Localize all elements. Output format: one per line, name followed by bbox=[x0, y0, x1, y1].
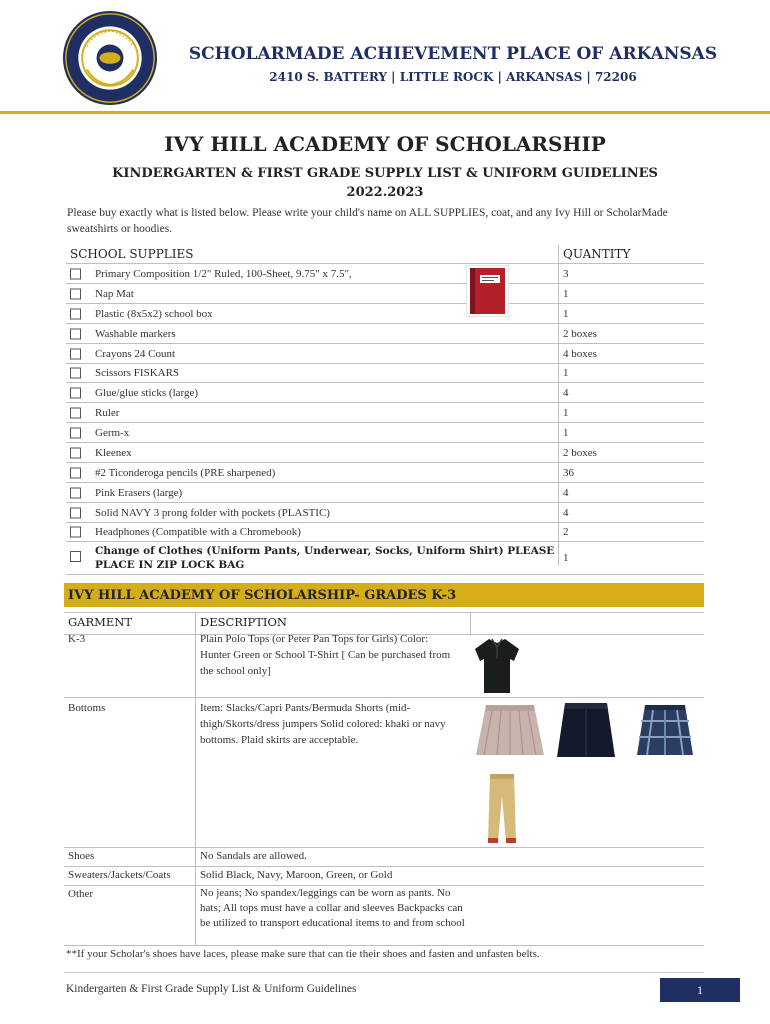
checkbox[interactable] bbox=[70, 368, 81, 379]
checkbox[interactable] bbox=[70, 407, 81, 418]
quantity-header: QUANTITY bbox=[563, 247, 631, 261]
supply-item: Glue/glue sticks (large) bbox=[95, 386, 199, 399]
column-divider bbox=[470, 612, 471, 634]
supply-row bbox=[66, 523, 704, 542]
supply-row bbox=[66, 542, 704, 575]
row-divider bbox=[64, 697, 704, 698]
document-subtitle: KINDERGARTEN & FIRST GRADE SUPPLY LIST & UNIFORM GUIDELINES bbox=[112, 166, 658, 181]
supply-item: Pink Erasers (large) bbox=[95, 486, 183, 499]
supply-item: Crayons 24 Count bbox=[95, 347, 176, 360]
garment-label: K-3 bbox=[68, 633, 86, 645]
supply-row bbox=[66, 463, 704, 483]
checkbox[interactable] bbox=[70, 507, 81, 518]
footnote: **If your Scholar's shoes have laces, please make sure that can tie their shoes and fasten and unfasten belts. bbox=[66, 948, 540, 960]
checkbox[interactable] bbox=[70, 551, 81, 562]
school-seal-logo bbox=[62, 10, 158, 106]
supply-item: Germ-x bbox=[95, 426, 130, 439]
supply-quantity: 1 bbox=[563, 287, 569, 300]
supply-row bbox=[66, 483, 704, 503]
navy-skort-image bbox=[553, 699, 619, 763]
supply-row bbox=[66, 423, 704, 443]
supply-quantity: 1 bbox=[563, 406, 569, 419]
garment-description: No jeans; No spandex/leggings can be worn as pants. No hats; All tops must have a collar and sleeves Backpacks can be utilized to transport educational items to and from school bbox=[200, 887, 465, 929]
garment-label: Bottoms bbox=[68, 702, 106, 714]
checkbox[interactable] bbox=[70, 348, 81, 359]
supply-row bbox=[66, 503, 704, 523]
supply-quantity: 2 bbox=[563, 526, 569, 538]
header-divider bbox=[0, 111, 770, 114]
school-year: 2022.2023 bbox=[346, 185, 424, 200]
row-divider bbox=[64, 612, 704, 613]
supply-row bbox=[66, 403, 704, 423]
checkbox[interactable] bbox=[70, 447, 81, 458]
supply-row bbox=[66, 304, 704, 324]
supply-item: Washable markers bbox=[95, 327, 176, 340]
supply-quantity: 4 bbox=[563, 506, 569, 519]
document-title: IVY HILL ACADEMY OF SCHOLARSHIP bbox=[164, 132, 606, 156]
garment-label: Other bbox=[68, 888, 94, 900]
checkbox[interactable] bbox=[70, 527, 81, 538]
supply-row bbox=[66, 383, 704, 403]
checkbox[interactable] bbox=[70, 487, 81, 498]
supply-quantity: 1 bbox=[563, 307, 569, 320]
footer-text: Kindergarten & First Grade Supply List & Uniform Guidelines bbox=[66, 983, 357, 995]
organization-address: 2410 S. BATTERY | LITTLE ROCK | ARKANSAS | 72206 bbox=[269, 70, 637, 84]
garment-description: Item: Slacks/Capri Pants/Bermuda Shorts (mid-thigh/Skorts/dress jumpers Solid colored: khaki or navy bottoms. Plaid skirts are acceptable. bbox=[200, 702, 446, 746]
supply-row bbox=[66, 344, 704, 364]
supply-quantity: 1 bbox=[563, 552, 569, 564]
checkbox[interactable] bbox=[70, 268, 81, 279]
garment-header: GARMENT bbox=[68, 615, 133, 629]
supply-item: Headphones (Compatible with a Chromebook) bbox=[95, 526, 301, 538]
supply-quantity: 4 bbox=[563, 386, 569, 399]
checkbox[interactable] bbox=[70, 288, 81, 299]
supply-row bbox=[66, 364, 704, 383]
supply-row bbox=[66, 284, 704, 304]
supplies-header: SCHOOL SUPPLIES bbox=[70, 247, 194, 261]
supply-quantity: 1 bbox=[563, 367, 569, 379]
supply-item: Primary Composition 1/2" Ruled, 100-Sheet, 9.75" x 7.5", bbox=[95, 267, 352, 280]
composition-notebook-image bbox=[466, 265, 509, 317]
supply-row bbox=[66, 443, 704, 463]
supply-quantity: 2 boxes bbox=[563, 446, 597, 459]
uniform-section-title: IVY HILL ACADEMY OF SCHOLARSHIP- GRADES K-3 bbox=[68, 588, 457, 603]
checkbox[interactable] bbox=[70, 328, 81, 339]
garment-description: Solid Black, Navy, Maroon, Green, or Gold bbox=[200, 869, 393, 881]
supply-item: Kleenex bbox=[95, 446, 132, 459]
supply-quantity: 36 bbox=[563, 466, 574, 479]
garment-label: Shoes bbox=[68, 850, 95, 862]
plaid-skirt-image bbox=[635, 701, 695, 761]
supply-quantity: 4 boxes bbox=[563, 347, 597, 360]
supply-item: Nap Mat bbox=[95, 287, 134, 300]
supply-item: Ruler bbox=[95, 406, 120, 419]
supply-item: #2 Ticonderoga pencils (PRE sharpened) bbox=[95, 466, 276, 479]
organization-name: SCHOLARMADE ACHIEVEMENT PLACE OF ARKANSAS bbox=[188, 44, 718, 64]
supply-quantity: 3 bbox=[563, 267, 569, 280]
supply-row bbox=[66, 324, 704, 344]
garment-description: Plain Polo Tops (or Peter Pan Tops for Girls) Color: Hunter Green or School T-Shirt [ Can be purchased from the school only] bbox=[200, 633, 451, 677]
khaki-pants-image bbox=[482, 770, 522, 846]
supply-row bbox=[66, 264, 704, 284]
checkbox[interactable] bbox=[70, 467, 81, 478]
supply-quantity: 2 boxes bbox=[563, 327, 597, 340]
page-number: 1 bbox=[660, 978, 740, 1002]
row-divider bbox=[64, 945, 704, 946]
supply-item: Plastic (8x5x2) school box bbox=[95, 307, 213, 320]
column-divider bbox=[195, 612, 196, 946]
checkbox[interactable] bbox=[70, 427, 81, 438]
checkbox[interactable] bbox=[70, 308, 81, 319]
khaki-skirt-image bbox=[472, 701, 548, 761]
footer-divider bbox=[64, 972, 704, 973]
supply-quantity: 4 bbox=[563, 486, 569, 499]
supply-item: Change of Clothes (Uniform Pants, Underwear, Socks, Uniform Shirt) PLEASE PLACE IN ZIP LOCK BAG bbox=[95, 545, 555, 571]
checkbox[interactable] bbox=[70, 387, 81, 398]
garment-description: No Sandals are allowed. bbox=[200, 850, 307, 862]
polo-shirt-image bbox=[473, 633, 523, 697]
supply-quantity: 1 bbox=[563, 426, 569, 439]
garment-label: Sweaters/Jackets/Coats bbox=[68, 869, 171, 881]
description-header: DESCRIPTION bbox=[200, 615, 287, 629]
supply-table-header bbox=[66, 245, 704, 264]
instructions-paragraph: Please buy exactly what is listed below. Please write your child's name on ALL SUPPLIES, coat, and any Ivy Hill or ScholarMade sweatshirts or hoodies. bbox=[67, 207, 668, 235]
supply-item: Scissors FISKARS bbox=[95, 367, 180, 379]
supply-item: Solid NAVY 3 prong folder with pockets (PLASTIC) bbox=[95, 506, 330, 519]
